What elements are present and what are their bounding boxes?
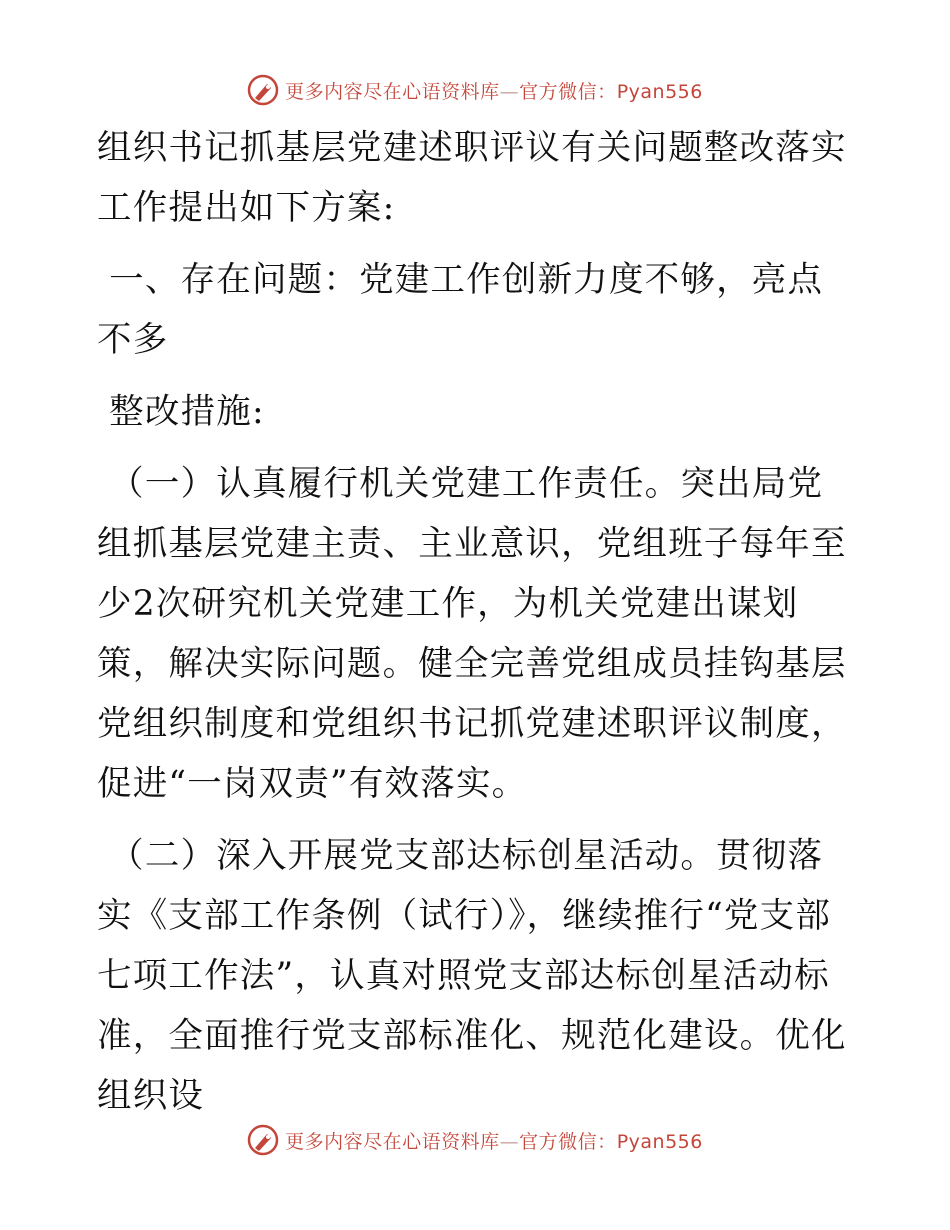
watermark-dash: —	[499, 80, 520, 103]
watermark-wechat-id: Pyan556	[616, 80, 703, 103]
pen-nib-logo-icon	[247, 1124, 279, 1156]
issue-heading: 一、存在问题：党建工作创新力度不够，亮点不多	[97, 260, 824, 360]
intro-paragraph: 组织书记抓基层党建述职评议有关问题整改落实工作提出如下方案:	[97, 128, 847, 228]
measures-heading: 整改措施:	[97, 392, 265, 432]
measure-item-2: （二）深入开展党支部达标创星活动。贯彻落实《支部工作条例（试行）》，继续推行“党支部七项工作法”，认真对照党支部达标创星活动标准，全面推行党支部标准化、规范化建设。优化组织设	[97, 836, 847, 1116]
watermark-official: 官方微信：	[519, 1130, 617, 1153]
footer-watermark	[0, 1120, 950, 1160]
document-body	[97, 118, 857, 1126]
measure-item-1: （一）认真履行机关党建工作责任。突出局党组抓基层党建主责、主业意识，党组班子每年至少2次研究机关党建工作，为机关党建出谋划策，解决实际问题。健全完善党组成员挂钩基层党组织制度和党组织书记抓党建述职评议制度，促进“一岗双责”有效落实。	[97, 464, 847, 804]
watermark-text	[285, 1127, 703, 1154]
watermark-official: 官方微信：	[519, 80, 617, 103]
watermark-text	[285, 77, 703, 104]
watermark-wechat-id: Pyan556	[616, 1130, 703, 1153]
header-watermark	[0, 70, 950, 110]
watermark-brand: 更多内容尽在心语资料库	[285, 1130, 500, 1153]
pen-nib-logo-icon	[247, 74, 279, 106]
watermark-dash: —	[499, 1130, 520, 1153]
watermark-brand: 更多内容尽在心语资料库	[285, 80, 500, 103]
